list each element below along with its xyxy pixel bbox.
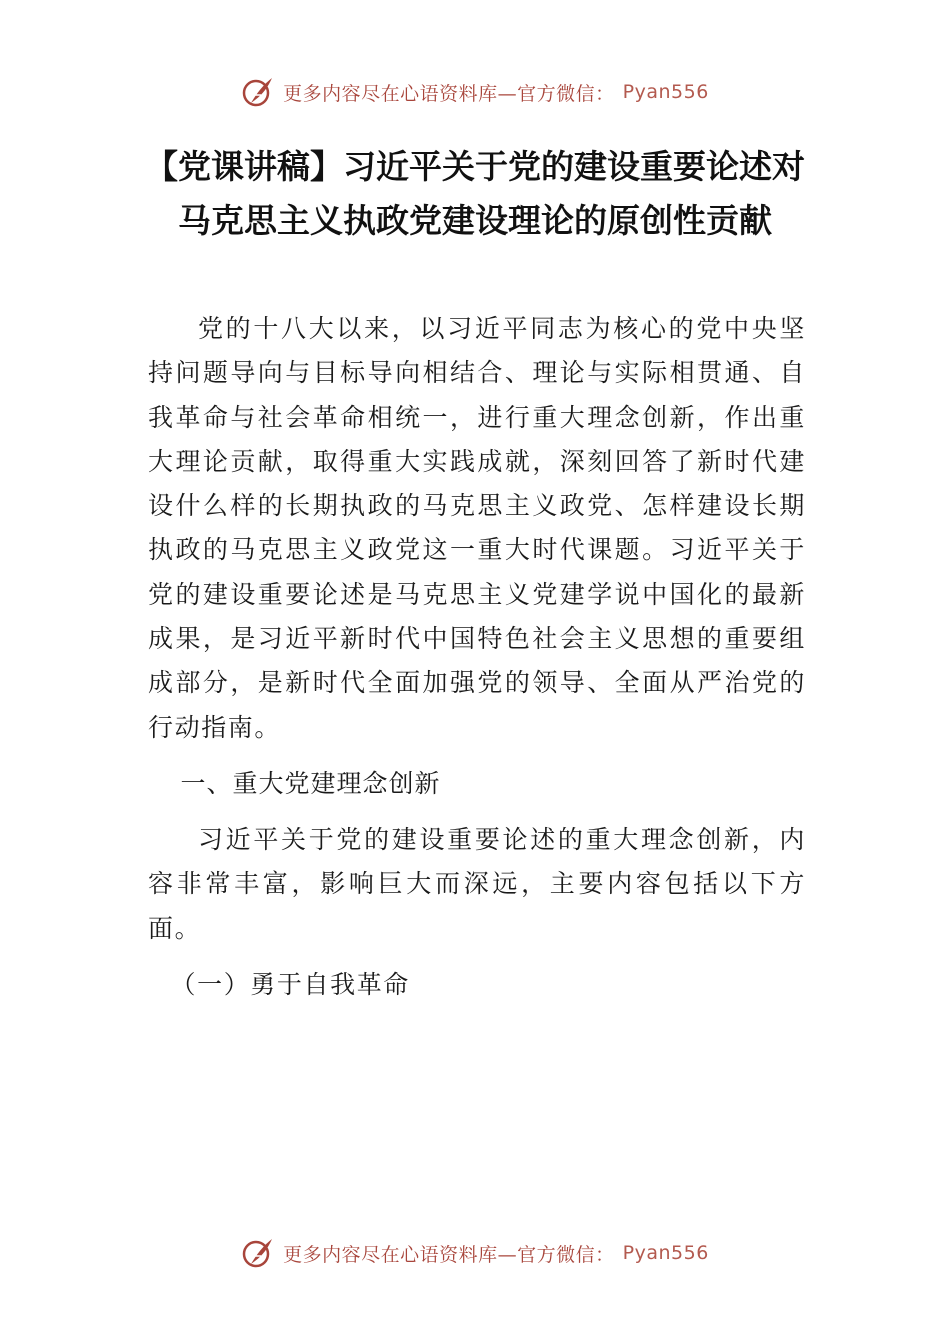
section-1-paragraph: 习近平关于党的建设重要论述的重大理念创新，内容非常丰富，影响巨大而深远，主要内容包括以下方面。 xyxy=(148,824,806,943)
watermark-text: 更多内容尽在心语资料库—官方微信： xyxy=(283,1243,615,1266)
watermark-text: 更多内容尽在心语资料库—官方微信： xyxy=(283,82,615,105)
document-body xyxy=(148,307,806,1007)
section-heading-1: 一、重大党建理念创新 xyxy=(180,768,441,798)
footer-watermark xyxy=(0,1233,950,1273)
document-title xyxy=(100,140,850,248)
watermark-wechat-id: Pyan556 xyxy=(622,81,709,103)
title-line-2: 马克思主义执政党建设理论的原创性贡献 xyxy=(178,201,772,240)
quill-logo-icon xyxy=(241,75,275,109)
header-watermark xyxy=(0,72,950,112)
watermark-wechat-id: Pyan556 xyxy=(622,1242,709,1264)
intro-paragraph: 党的十八大以来，以习近平同志为核心的党中央坚持问题导向与目标导向相结合、理论与实际相贯通、自我革命与社会革命相统一，进行重大理念创新，作出重大理论贡献，取得重大实践成就，深刻回答了新时代建设什么样的长期执政的马克思主义政党、怎样建设长期执政的马克思主义政党这一重大时代课题。习近平关于党的建设重要论述是马克思主义党建学说中国化的最新成果，是习近平新时代中国特色社会主义思想的重要组成部分，是新时代全面加强党的领导、全面从严治党的行动指南。 xyxy=(148,314,806,742)
subsection-heading-1: （一）勇于自我革命 xyxy=(170,969,410,999)
quill-logo-icon xyxy=(241,1236,275,1270)
title-line-1: 【党课讲稿】习近平关于党的建设重要论述对 xyxy=(145,147,805,186)
